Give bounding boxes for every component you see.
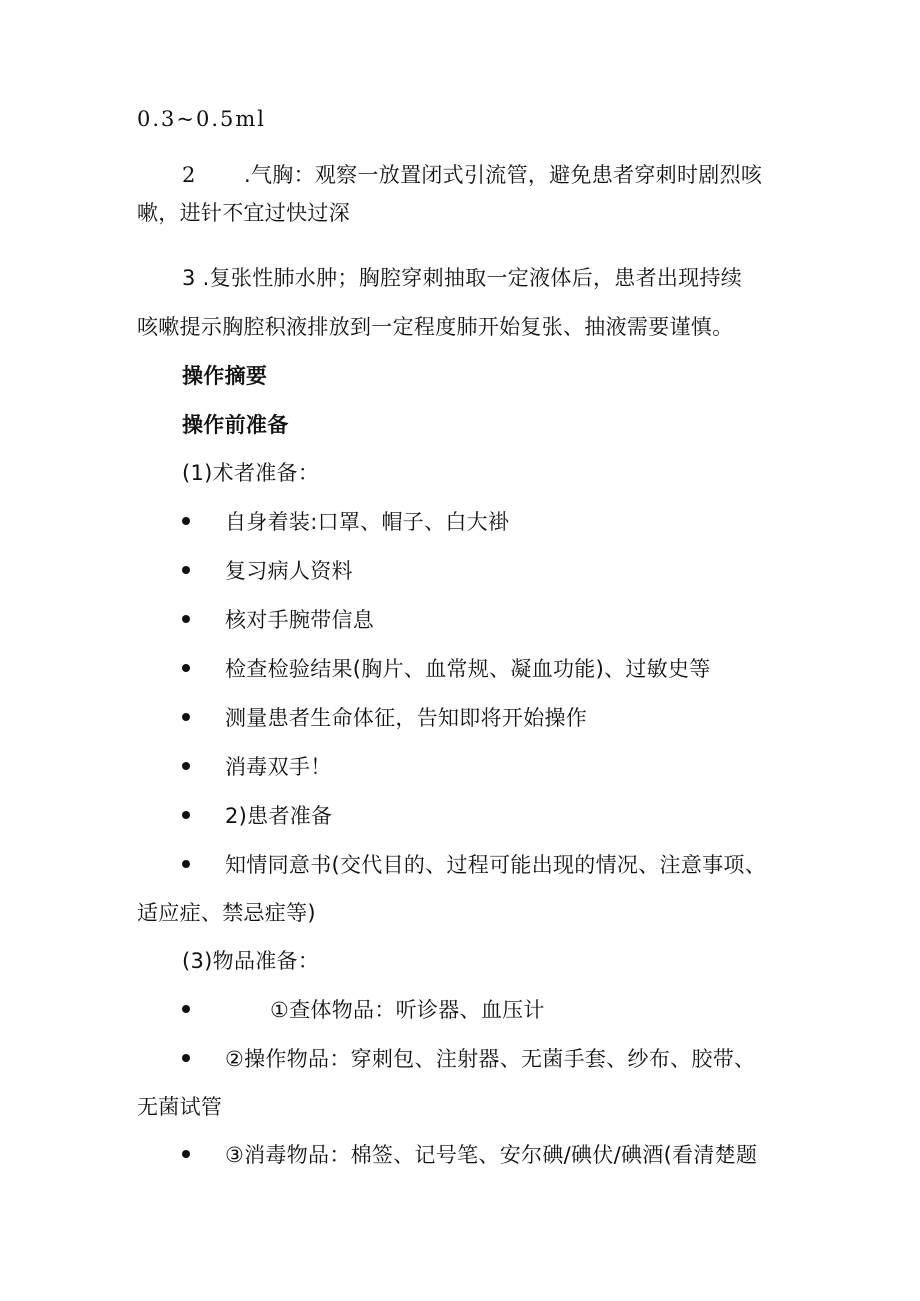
- list-item-check-results: 检查检验结果(胸片、血常规、凝血功能)、过敏史等: [225, 657, 711, 681]
- list-item-procedure-items-line-1: ②操作物品：穿刺包、注射器、无菌手套、纱布、胶带、: [225, 1047, 756, 1071]
- bullet-icon: [182, 762, 190, 770]
- item-2-line-2: 嗽，进针不宜过快过深: [137, 201, 350, 225]
- bullet-icon: [182, 517, 190, 525]
- list-item-attire: 自身着装:口罩、帽子、白大褂: [225, 510, 510, 534]
- list-item-vital-signs: 测量患者生命体征，告知即将开始操作: [225, 706, 588, 730]
- heading-prep: 操作前准备: [182, 413, 289, 437]
- item-2-number: 2: [182, 163, 198, 187]
- list-item-consent-line-2: 适应症、禁忌症等): [137, 901, 316, 925]
- bullet-icon: [182, 1005, 190, 1013]
- section-supplies-prep: (3)物品准备：: [182, 949, 320, 973]
- bullet-icon: [182, 1054, 190, 1062]
- bullet-icon: [182, 860, 190, 868]
- list-item-wristband: 核对手腕带信息: [225, 608, 375, 632]
- list-item-disinfection-items: ③消毒物品：棉签、记号笔、安尔碘/碘伏/碘酒(看清楚题: [225, 1143, 758, 1167]
- list-item-disinfect-hands: 消毒双手！: [225, 755, 332, 779]
- bullet-icon: [182, 713, 190, 721]
- list-item-consent-line-1: 知情同意书(交代目的、过程可能出现的情况、注意事项、: [225, 853, 766, 877]
- item-3-line-2: 咳嗽提示胸腔积液排放到一定程度肺开始复张、抽液需要谨慎。: [137, 315, 734, 339]
- list-item-review-records: 复习病人资料: [225, 559, 353, 583]
- list-item-exam-items: ①查体物品：听诊器、血压计: [270, 998, 545, 1022]
- list-item-patient-prep: 2)患者准备: [225, 804, 333, 828]
- bullet-icon: [182, 566, 190, 574]
- bullet-icon: [182, 664, 190, 672]
- item-3-line-1: 3 .复张性肺水肿；胸腔穿刺抽取一定液体后，患者出现持续: [182, 266, 743, 290]
- heading-summary: 操作摘要: [182, 364, 268, 388]
- bullet-icon: [182, 1150, 190, 1158]
- section-operator-prep: (1)术者准备：: [182, 461, 320, 485]
- item-2-line-1: .气胸：观察一放置闭式引流管，避免患者穿刺时剧烈咳: [244, 163, 763, 187]
- bullet-icon: [182, 615, 190, 623]
- list-item-procedure-items-line-2: 无菌试管: [137, 1095, 223, 1119]
- bullet-icon: [182, 811, 190, 819]
- dose-line: 0.3~0.5ml: [137, 107, 267, 131]
